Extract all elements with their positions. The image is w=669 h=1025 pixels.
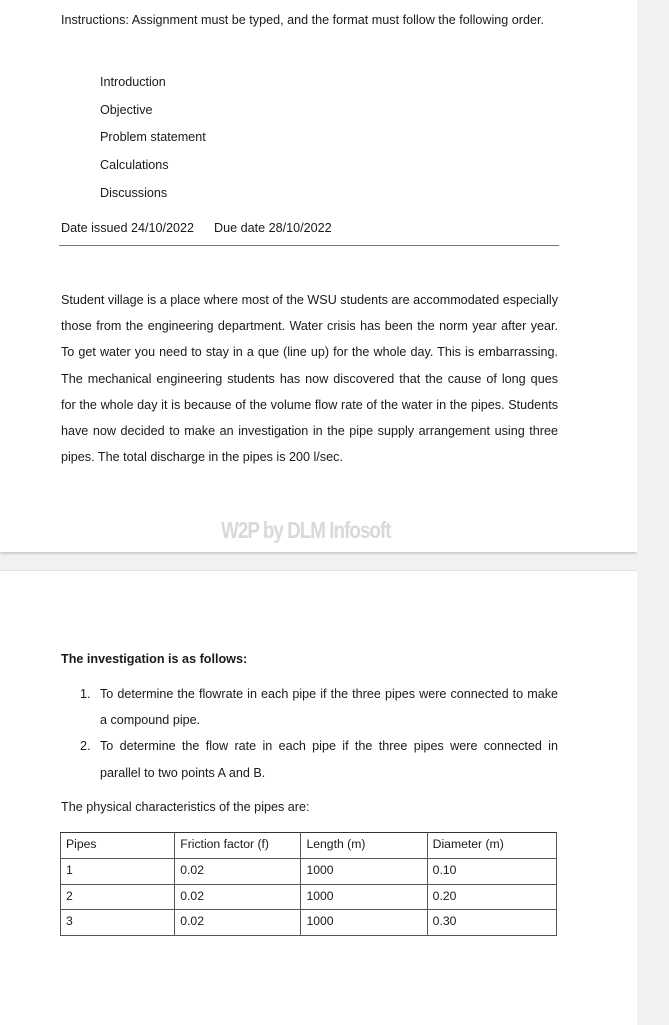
cell-diameter: 0.20 <box>427 884 556 910</box>
order-item-problem-statement: Problem statement <box>100 130 206 145</box>
cell-pipe: 1 <box>61 859 175 885</box>
header-friction-factor: Friction factor (f) <box>175 833 301 859</box>
cell-diameter: 0.30 <box>427 910 556 936</box>
pipes-table <box>60 832 557 936</box>
instructions-text: Instructions: Assignment must be typed, and the format must follow the following order. <box>61 13 545 27</box>
header-diameter: Diameter (m) <box>427 833 556 859</box>
dates-line <box>61 215 332 241</box>
cell-length: 1000 <box>301 859 427 885</box>
cell-length: 1000 <box>301 884 427 910</box>
investigation-heading: The investigation is as follows: <box>61 652 248 666</box>
header-length: Length (m) <box>301 833 427 859</box>
due-date: Due date 28/10/2022 <box>214 221 332 235</box>
investigation-item <box>80 733 558 785</box>
table-header-row <box>61 833 557 859</box>
cell-friction: 0.02 <box>175 884 301 910</box>
order-item-introduction: Introduction <box>100 75 166 89</box>
physical-characteristics-intro: The physical characteristics of the pipes are: <box>61 800 310 814</box>
table-row <box>61 884 557 910</box>
table-row <box>61 910 557 936</box>
header-pipes: Pipes <box>61 833 175 859</box>
cell-length: 1000 <box>301 910 427 936</box>
problem-paragraph: Student village is a place where most of the WSU students are accommodated especially those from the engineering department. Water crisis has been the norm year after year. To get water you need to stay in a que (line up) for the whole day. This is embarrassing. The mechanical engineering students has now discovered that the cause of long ques for the whole day it is because of the volume flow rate of the water in the pipes. Students have now decided to make an investigation in the pipe supply arrangement using three pipes. The total discharge in the pipes is 200 l/sec. <box>61 293 559 465</box>
investigation-item <box>80 681 558 733</box>
watermark: W2P by DLM Infosoft <box>221 517 391 543</box>
format-order-list <box>100 69 206 207</box>
item-text: To determine the flow rate in each pipe if the three pipes were connected in parallel to two points A and B. <box>100 739 558 780</box>
cell-diameter: 0.10 <box>427 859 556 885</box>
viewer-side-gutter <box>637 0 669 1024</box>
item-text: To determine the flowrate in each pipe if the three pipes were connected to make a compound pipe. <box>100 687 558 728</box>
cell-pipe: 2 <box>61 884 175 910</box>
document-page-2 <box>0 570 637 1025</box>
date-issued: Date issued 24/10/2022 <box>61 221 195 235</box>
order-item-discussions: Discussions <box>100 185 168 200</box>
table-row <box>61 859 557 885</box>
item-number: 1. <box>80 687 91 701</box>
item-number: 2. <box>80 739 91 754</box>
cell-friction: 0.02 <box>175 910 301 936</box>
cell-pipe: 3 <box>61 910 175 936</box>
order-item-objective: Objective <box>100 102 153 117</box>
horizontal-rule <box>59 245 559 246</box>
order-item-calculations: Calculations <box>100 158 169 173</box>
cell-friction: 0.02 <box>175 859 301 885</box>
investigation-list <box>80 681 558 786</box>
